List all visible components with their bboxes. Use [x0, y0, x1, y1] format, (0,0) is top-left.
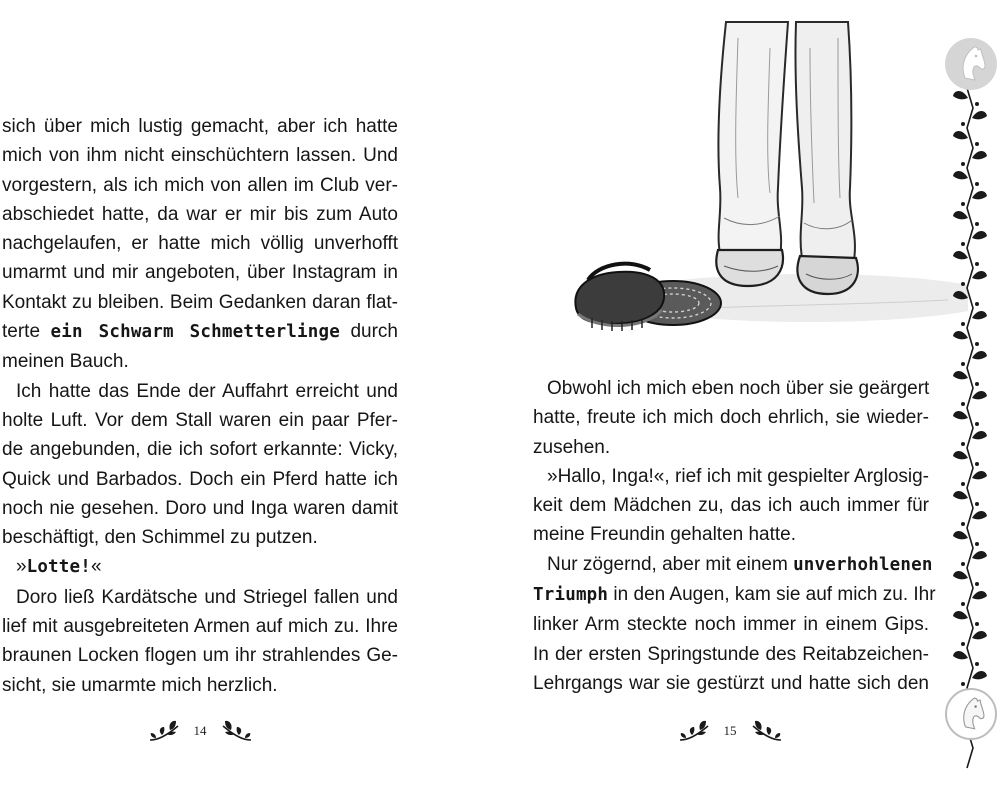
floral-ornament-icon — [678, 718, 712, 744]
text-line-with-emphasis — [533, 550, 933, 580]
vine-border-icon — [940, 38, 1000, 778]
text-line: de angebunden, die ich sofort erkannte: Vicky, — [2, 439, 398, 461]
text-line: Quick und Barbados. Doch ein Pferd hatte ich — [2, 468, 398, 490]
page-number: 14 — [193, 723, 207, 738]
text-line: sicht, sie umarmte mich herzlich. — [2, 674, 278, 696]
text-line: hatte, freute ich mich doch ehrlich, sie wieder- — [533, 407, 929, 429]
text-line: beschäftigt, den Schimmel zu putzen. — [2, 527, 318, 549]
emphasis-text: ein Schwarm Schmetterlinge — [50, 322, 340, 343]
text-line: braunen Locken flogen um ihr strahlendes Ge- — [2, 645, 398, 667]
page-number: 15 — [723, 723, 737, 738]
text-line: sich über mich lustig gemacht, aber ich hatte — [2, 116, 398, 137]
text-line: meinen Bauch. — [2, 351, 129, 373]
horse-head-badge-icon — [945, 38, 997, 90]
text-fragment: in den Augen, kam sie auf mich zu. Ihr — [608, 584, 936, 606]
text-line: mich von ihm nicht einschüchtern lassen. Und — [2, 145, 398, 167]
text-fragment: terte — [2, 321, 51, 343]
horse-legs-illustration — [548, 18, 968, 348]
text-line: Kontakt zu bleiben. Beim Gedanken daran flat- — [2, 291, 398, 313]
quote-mark: » — [16, 556, 27, 578]
text-line: noch nie gesehen. Doro und Inga waren damit — [2, 497, 398, 519]
text-line: Ich hatte das Ende der Auffahrt erreicht und — [16, 380, 398, 402]
floral-ornament-icon — [749, 718, 783, 744]
text-fragment: durch — [340, 321, 398, 343]
text-line: nachgelaufen, er hatte mich völlig unverhofft — [2, 233, 398, 255]
emphasis-text: Lotte! — [26, 557, 91, 578]
text-fragment: Nur zögernd, aber mit einem — [547, 553, 794, 575]
right-page-text — [533, 374, 936, 698]
text-line: »Hallo, Inga!«, rief ich mit gespielter Arglosig- — [547, 465, 929, 487]
left-page-text — [2, 112, 398, 700]
text-line-with-emphasis — [533, 580, 936, 610]
text-line: In der ersten Springstunde des Reitabzeichen- — [533, 643, 929, 665]
text-line: Obwohl ich mich eben noch über sie geärgert — [547, 378, 930, 399]
emphasis-text: unverhohlenen — [793, 554, 933, 575]
text-line: Doro ließ Kardätsche und Striegel fallen und — [16, 586, 398, 608]
text-line: zusehen. — [533, 436, 611, 458]
text-line: holte Luft. Vor dem Stall waren ein paar Pfer- — [2, 409, 398, 431]
text-line: linker Arm steckte noch immer in einem Gips. — [533, 614, 929, 636]
text-line: keit dem Mädchen zu, das ich auch immer für — [533, 495, 929, 517]
page-number-left — [140, 716, 260, 746]
dialogue-line — [2, 552, 398, 582]
right-page — [500, 0, 1000, 800]
emphasis-text: Triumph — [533, 585, 609, 606]
text-line-with-emphasis — [2, 317, 398, 347]
page-number-right — [670, 716, 790, 746]
text-line: Lehrgangs war sie gestürzt und hatte sich den — [533, 672, 929, 694]
text-line: vorgestern, als ich mich von allen im Club ver- — [2, 174, 398, 196]
horse-head-badge-icon — [945, 688, 997, 740]
text-line: abschiedet hatte, da war er mir bis zum Auto — [2, 203, 398, 225]
text-line: umarmt und mir angeboten, über Instagram in — [2, 262, 398, 284]
text-line: lief mit ausgebreiteten Armen auf mich zu. Ihre — [2, 616, 398, 638]
quote-mark: « — [91, 556, 102, 578]
floral-ornament-icon — [219, 718, 253, 744]
floral-ornament-icon — [148, 718, 182, 744]
text-line: meine Freundin gehalten hatte. — [533, 524, 797, 546]
